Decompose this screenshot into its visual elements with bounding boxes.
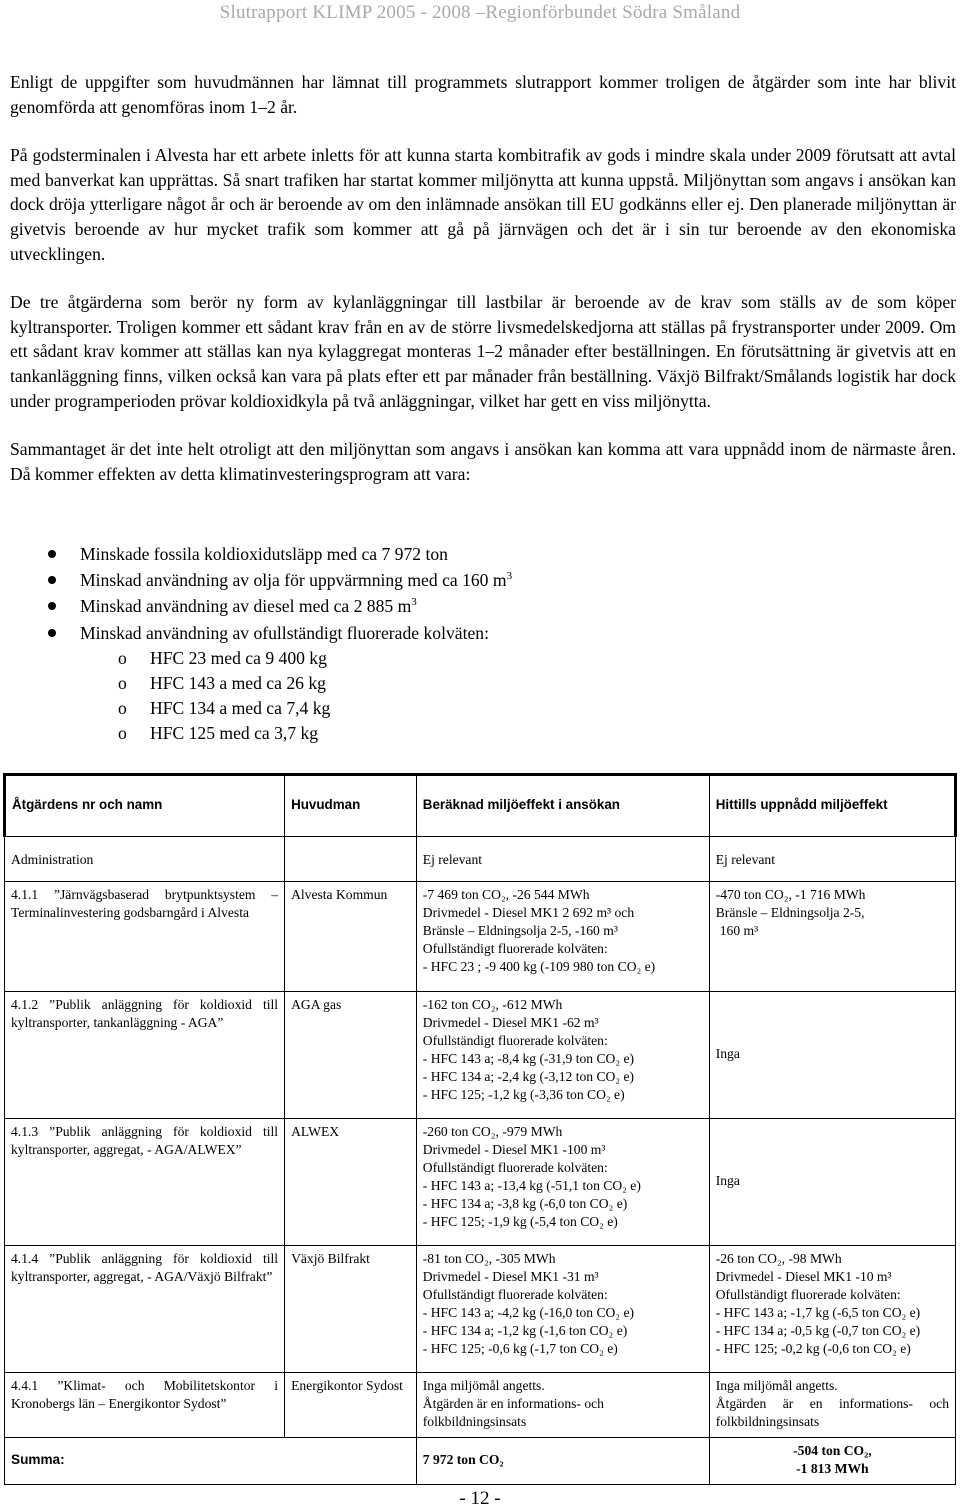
list-item: Minskad användning av olja för uppvärmning med ca 160 $m^3$	[10, 567, 910, 593]
table-cell: 4.1.4 ”Publik anläggning för koldioxid till kyltransporter, aggregat, - AGA/Växjö Bilfrakt”	[5, 1246, 285, 1373]
table-cell: Administration	[5, 837, 285, 882]
table-cell: Inga	[709, 992, 955, 1119]
hfc-sublist	[10, 646, 910, 746]
document-header: Slutrapport KLIMP 2005 - 2008 –Regionförbundet Södra Småland	[219, 2, 741, 23]
table-cell: ALWEX	[285, 1119, 417, 1246]
table-row	[5, 1119, 956, 1246]
paragraph-4: Sammantaget är det inte helt otroligt att den miljönyttan som angavs i ansökan kan komma att vara uppnådd inom de närmaste åren. Då kommer effekten av detta klimatinvesteringsprogram att vara:	[10, 439, 956, 484]
measures-table	[3, 773, 957, 1485]
summa-achieved: -504 ton CO₂, -1 813 MWh	[709, 1438, 955, 1485]
table-row	[5, 882, 956, 992]
sub-list-item: o HFC 134 a med ca 7,4 kg	[80, 696, 910, 721]
bullet-icon	[48, 550, 56, 558]
table-cell: Inga miljömål angetts. Åtgärden är en informations- och folkbildningsinsats	[416, 1373, 709, 1438]
table-cell: -7 469 ton CO₂, -26 544 MWh Drivmedel - Diesel MK1 2 692 m³ och Bränsle – Eldningsolja 2-5, -160 m³ Ofullständigt fluorerade kolväten: - HFC 23 ; -9 400 kg (-109 980 ton CO₂ e)	[416, 882, 709, 992]
column-header: Beräknad miljöeffekt i ansökan	[416, 775, 709, 837]
column-header: Hittills uppnådd miljöeffekt	[709, 775, 955, 837]
table-cell: 4.4.1 ”Klimat- och Mobilitetskontor i Kronobergs län – Energikontor Sydost”	[5, 1373, 285, 1438]
circle-bullet-icon: o	[118, 697, 127, 718]
circle-bullet-icon: o	[118, 647, 127, 668]
sub-list-item: o HFC 125 med ca 3,7 kg	[80, 721, 910, 746]
paragraph-2: På godsterminalen i Alvesta har ett arbete inletts för att kunna starta kombitrafik av gods i mindre skala under 2009 förutsatt att avtal med banverkat kan upprättas. Så snart trafiken har startat kommer miljönytta att kunna uppstå. Miljönyttan som angavs i ansökan kan dock dröja ytterligare något år och är beroende av om den inlämnade ansökan till EU godkänns eller ej. Den planerade miljönyttan är givetvis beroende av hur mycket trafik som kommer att gå på järnvägen och det är i sin tur beroende av den ekonomiska utvecklingen.	[10, 145, 956, 264]
column-header: Åtgärdens nr och namn	[5, 775, 285, 837]
paragraph-1: Enligt de uppgifter som huvudmännen har lämnat till programmets slutrapport kommer troligen de åtgärder som inte har blivit genomförda att genomföras inom 1–2 år.	[10, 72, 956, 117]
table-row	[5, 992, 956, 1119]
table-cell: Alvesta Kommun	[285, 882, 417, 992]
table-cell: Inga miljömål angetts. Åtgärden är en informations- och folkbildningsinsats	[709, 1373, 955, 1438]
column-header: Huvudman	[285, 775, 417, 837]
table-cell: Ej relevant	[416, 837, 709, 882]
table-cell: -162 ton CO₂, -612 MWh Drivmedel - Diesel MK1 -62 m³ Ofullständigt fluorerade kolväten: - HFC 143 a; -8,4 kg (-31,9 ton CO₂ e) - HFC 134 a; -2,4 kg (-3,12 ton CO₂ e) - HFC 125; -1,2 kg (-3,36 ton CO₂ e)	[416, 992, 709, 1119]
table-cell: AGA gas	[285, 992, 417, 1119]
table-cell: -81 ton CO₂, -305 MWh Drivmedel - Diesel MK1 -31 m³ Ofullständigt fluorerade kolväten: - HFC 143 a; -4,2 kg (-16,0 ton CO₂ e) - HFC 134 a; -1,2 kg (-1,6 ton CO₂ e) - HFC 125; -0,6 kg (-1,7 ton CO₂ e)	[416, 1246, 709, 1373]
table-cell: Växjö Bilfrakt	[285, 1246, 417, 1373]
summa-label: Summa:	[5, 1438, 417, 1485]
list-item: Minskad användning av ofullständigt fluorerade kolväten: o HFC 23 med ca 9 400 kg o HFC 143 a med ca 26 kg o HFC 134 a med ca 7,4 kg o HFC 125 med ca 3,7 kg	[10, 620, 910, 746]
table-cell: 4.1.3 ”Publik anläggning för koldioxid till kyltransporter, aggregat, - AGA/ALWEX”	[5, 1119, 285, 1246]
bullet-icon	[48, 576, 56, 584]
list-item: Minskade fossila koldioxidutsläpp med ca 7 972 ton	[10, 541, 910, 567]
table-row	[5, 1373, 956, 1438]
circle-bullet-icon: o	[118, 672, 127, 693]
sub-list-item: o HFC 143 a med ca 26 kg	[80, 671, 910, 696]
body-text	[10, 70, 956, 486]
circle-bullet-icon: o	[118, 722, 127, 743]
bullet-icon	[48, 602, 56, 610]
table-summary-row	[5, 1438, 956, 1485]
table-cell: -470 ton CO₂, -1 716 MWh Bränsle – Eldningsolja 2-5, 160 m³	[709, 882, 955, 992]
page-number: - 12 -	[459, 1488, 501, 1509]
table-cell: -26 ton CO₂, -98 MWh Drivmedel - Diesel MK1 -10 m³ Ofullständigt fluorerade kolväten: - HFC 143 a; -1,7 kg (-6,5 ton CO₂ e) - HFC 134 a; -0,5 kg (-0,7 ton CO₂ e) - HFC 125; -0,2 kg (-0,6 ton CO₂ e)	[709, 1246, 955, 1373]
summa-applied: 7 972 ton CO₂	[416, 1438, 709, 1485]
paragraph-3: De tre åtgärderna som berör ny form av kylanläggningar till lastbilar är beroende av de krav som ställs av de som köper kyltransporter. Troligen kommer ett sådant krav från en av de större livsmedelskedjorna att ställas på frystransporter under 2009. Om ett sådant krav kommer att ställas kan nya kylaggregat monteras 1–2 månader efter beställningen. En förutsättning är givetvis att en tankanläggning finns, vilken också kan vara på plats efter ett par månader från beställning. Växjö Bilfrakt/Smålands logistik har dock under programperioden prövar koldioxidkyla på två anläggningar, vilket har gett en viss miljönytta.	[10, 292, 956, 411]
list-item: Minskad användning av diesel med ca 2 885 $m^3$	[10, 593, 910, 619]
table-row	[5, 1246, 956, 1373]
table-cell: Energikontor Sydost	[285, 1373, 417, 1438]
table-cell	[285, 837, 417, 882]
table-header-row	[5, 775, 956, 837]
table-cell: 4.1.1 ”Järnvägsbaserad brytpunktsystem – Terminalinvestering godsbarngård i Alvesta	[5, 882, 285, 992]
table-cell: Inga	[709, 1119, 955, 1246]
effect-list	[10, 541, 910, 746]
sub-list-item: o HFC 23 med ca 9 400 kg	[80, 646, 910, 671]
table-cell: Ej relevant	[709, 837, 955, 882]
bullet-icon	[48, 629, 56, 637]
table-cell: 4.1.2 ”Publik anläggning för koldioxid till kyltransporter, tankanläggning - AGA”	[5, 992, 285, 1119]
table-row	[5, 837, 956, 882]
table-cell: -260 ton CO₂, -979 MWh Drivmedel - Diesel MK1 -100 m³ Ofullständigt fluorerade kolväten: - HFC 143 a; -13,4 kg (-51,1 ton CO₂ e) - HFC 134 a; -3,8 kg (-6,0 ton CO₂ e) - HFC 125; -1,9 kg (-5,4 ton CO₂ e)	[416, 1119, 709, 1246]
